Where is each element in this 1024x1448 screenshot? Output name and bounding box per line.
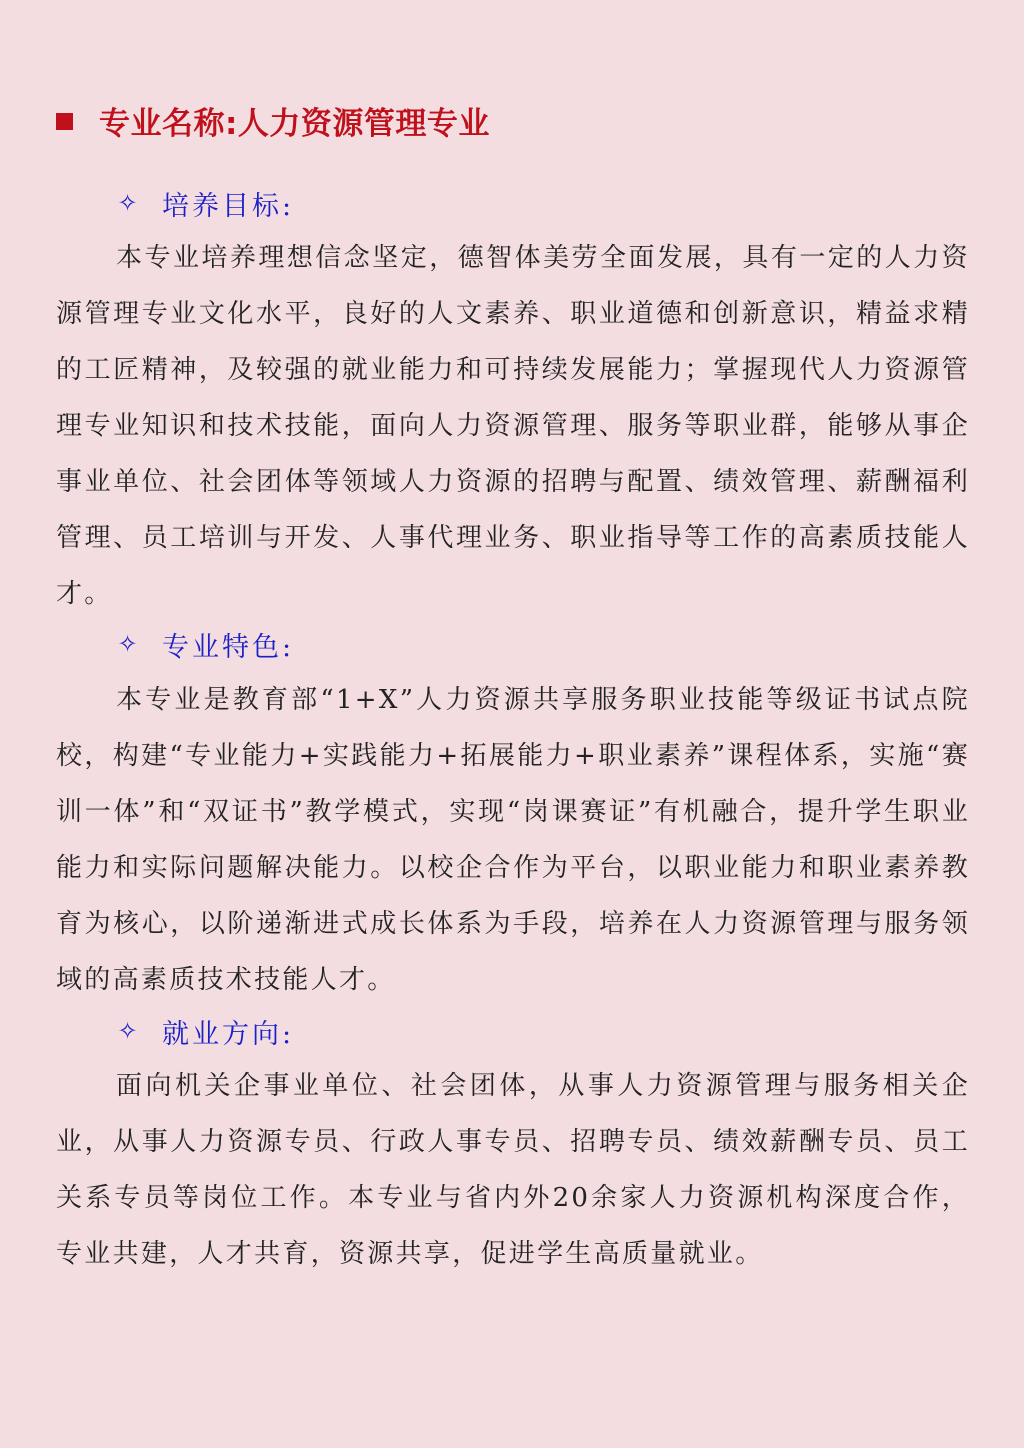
section-heading-text: 就业方向: bbox=[162, 1018, 295, 1050]
section-body-features: 本专业是教育部“1+X”人力资源共享服务职业技能等级证书试点院校，构建“专业能力+实践能力+拓展能力+职业素养”课程体系，实施“赛训一体”和“双证书”教学模式，实现“岗课赛证”有机融合，提升学生职业能力和实际问题解决能力。以校企合作为平台，以职业能力和职业素养教育为核心，以阶递渐进式成长体系为手段，培养在人力资源管理与服务领域的高素质技术技能人才。 bbox=[56, 685, 970, 995]
page-title-text: 专业名称:人力资源管理专业 bbox=[99, 105, 490, 142]
section-heading-features bbox=[116, 624, 294, 664]
square-bullet-icon bbox=[56, 113, 73, 130]
page-title bbox=[56, 96, 490, 144]
section-heading-text: 专业特色: bbox=[162, 631, 295, 663]
section-body-training-goal: 本专业培养理想信念坚定，德智体美劳全面发展，具有一定的人力资源管理专业文化水平，良好的人文素养、职业道德和创新意识，精益求精的工匠精神，及较强的就业能力和可持续发展能力；掌握现代人力资源管理专业知识和技术技能，面向人力资源管理、服务等职业群，能够从事企事业单位、社会团体等领域人力资源的招聘与配置、绩效管理、薪酬福利管理、员工培训与开发、人事代理业务、职业指导等工作的高素质技能人才。 bbox=[56, 243, 970, 609]
section-heading-training-goal bbox=[116, 183, 294, 223]
diamond-star-icon: ✧ bbox=[117, 189, 141, 217]
section-body-employment: 面向机关企事业单位、社会团体，从事人力资源管理与服务相关企业，从事人力资源专员、行政人事专员、招聘专员、绩效薪酬专员、员工关系专员等岗位工作。本专业与省内外20余家人力资源机构深度合作，专业共建，人才共育，资源共享，促进学生高质量就业。 bbox=[56, 1071, 970, 1269]
section-heading-employment bbox=[116, 1011, 294, 1051]
diamond-star-icon: ✧ bbox=[117, 1017, 141, 1045]
section-heading-text: 培养目标: bbox=[162, 190, 295, 222]
diamond-star-icon: ✧ bbox=[117, 630, 141, 658]
